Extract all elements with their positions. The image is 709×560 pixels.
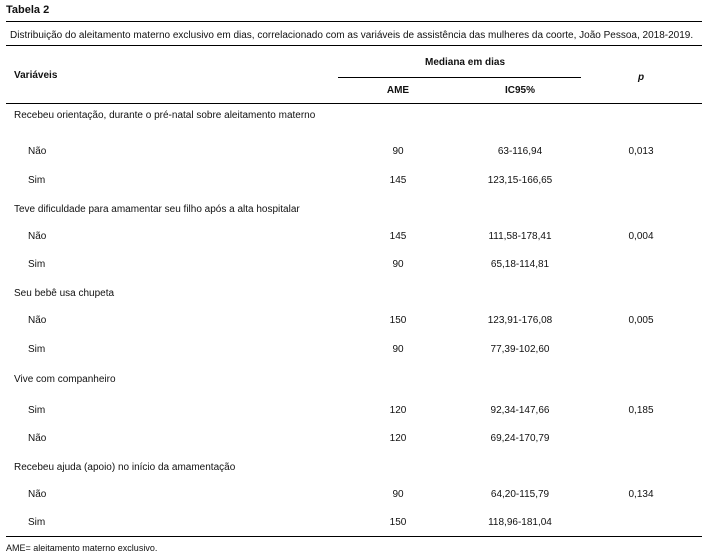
top-rule xyxy=(6,21,702,22)
row-ic: 77,39-102,60 xyxy=(490,344,550,355)
row-label: Não xyxy=(28,315,47,326)
row-ic: 65,18-114,81 xyxy=(490,259,550,270)
row-label: Sim xyxy=(28,344,46,355)
row-p: 0,134 xyxy=(628,489,654,500)
group-title: Vive com companheiro xyxy=(14,374,116,385)
group-title: Seu bebê usa chupeta xyxy=(14,288,115,299)
row-ic: 92,34-147,66 xyxy=(490,405,550,416)
row-p: 0,013 xyxy=(628,146,654,157)
row-ic: 123,15-166,65 xyxy=(487,175,553,186)
header-variables: Variáveis xyxy=(14,70,58,81)
row-label: Não xyxy=(28,489,47,500)
row-p: 0,004 xyxy=(628,231,654,242)
median-rule xyxy=(338,77,581,78)
row-ic: 64,20-115,79 xyxy=(490,489,550,500)
row-label: Não xyxy=(28,146,47,157)
row-label: Não xyxy=(28,231,47,242)
row-label: Sim xyxy=(28,259,46,270)
row-ic: 69,24-170,79 xyxy=(490,433,550,444)
row-ame: 90 xyxy=(392,489,404,500)
row-ame: 90 xyxy=(392,259,404,270)
group-title: Recebeu orientação, durante o pré-natal sobre aleitamento materno xyxy=(14,110,316,121)
bottom-rule xyxy=(6,536,702,537)
row-ame: 120 xyxy=(389,433,407,444)
header-p: p xyxy=(637,72,645,83)
row-ame: 145 xyxy=(389,231,407,242)
row-ame: 145 xyxy=(389,175,407,186)
row-ame: 90 xyxy=(392,146,404,157)
header-ic: IC95% xyxy=(504,85,535,96)
row-label: Sim xyxy=(28,175,46,186)
row-label: Sim xyxy=(28,405,46,416)
row-ic: 111,58-178,41 xyxy=(488,231,552,242)
row-ame: 150 xyxy=(389,517,407,528)
row-p: 0,185 xyxy=(628,405,654,416)
row-ame: 150 xyxy=(389,315,407,326)
group-title: Teve dificuldade para amamentar seu filho após a alta hospitalar xyxy=(14,204,300,215)
header-rule xyxy=(6,103,702,104)
header-ame: AME xyxy=(386,85,410,96)
table-caption: Distribuição do aleitamento materno exclusivo em dias, correlacionado com as variáveis de assistência das mulheres da coorte, João Pessoa, 2018-2019. xyxy=(10,30,694,41)
row-label: Sim xyxy=(28,517,46,528)
header-median: Mediana em dias xyxy=(424,57,506,68)
table-label: Tabela 2 xyxy=(6,4,50,16)
row-p: 0,005 xyxy=(628,315,654,326)
row-ic: 118,96-181,04 xyxy=(488,517,552,528)
row-ame: 90 xyxy=(392,344,404,355)
group-title: Recebeu ajuda (apoio) no início da amamentação xyxy=(14,462,236,473)
table-footnote: AME= aleitamento materno exclusivo. xyxy=(6,543,158,553)
row-ic: 63-116,94 xyxy=(497,146,543,157)
caption-rule xyxy=(6,45,702,46)
row-ic: 123,91-176,08 xyxy=(487,315,553,326)
row-label: Não xyxy=(28,433,47,444)
row-ame: 120 xyxy=(389,405,407,416)
